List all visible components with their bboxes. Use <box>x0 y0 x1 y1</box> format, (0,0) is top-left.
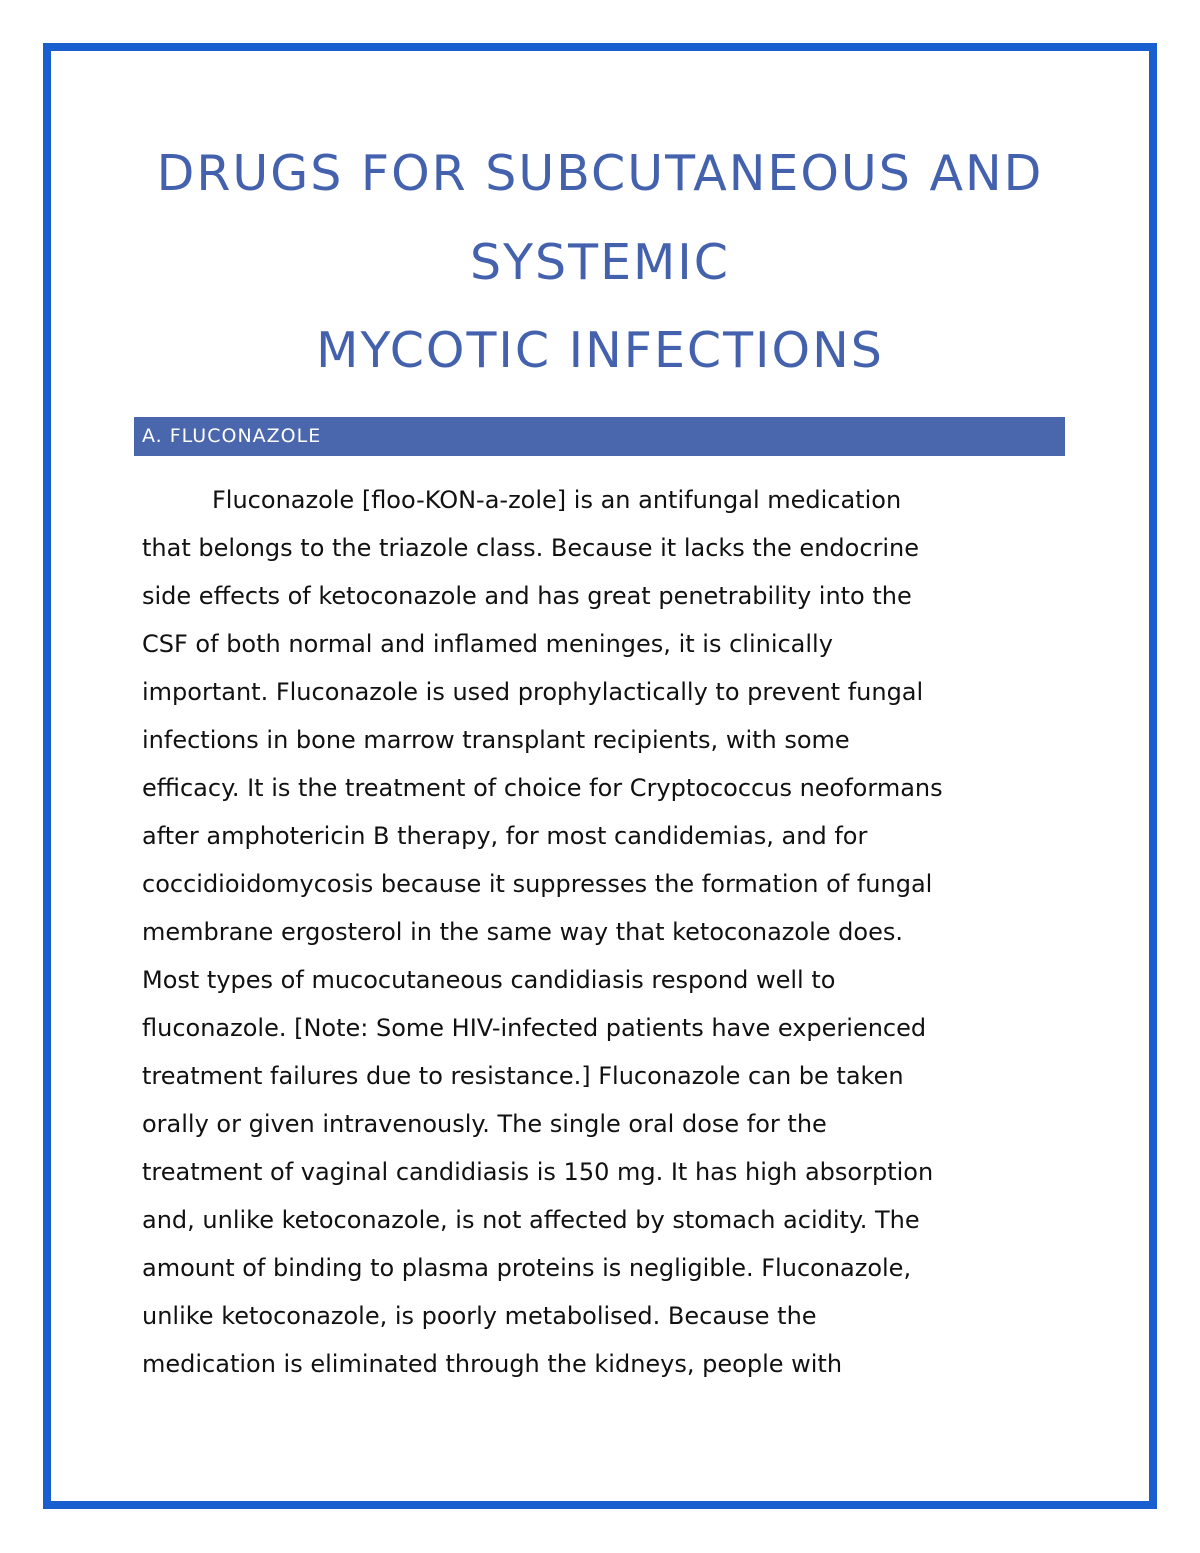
page-title-line-3: MYCOTIC INFECTIONS <box>316 322 884 379</box>
page-title-line-2: SYSTEMIC <box>470 234 730 291</box>
paragraph-line: fluconazole. [Note: Some HIV-infected patients have experienced <box>142 1014 927 1042</box>
paragraph-line: infections in bone marrow transplant recipients, with some <box>142 726 850 754</box>
paragraph-line: treatment failures due to resistance.] Fluconazole can be taken <box>142 1062 904 1090</box>
paragraph-line: amount of binding to plasma proteins is negligible. Fluconazole, <box>142 1254 912 1282</box>
paragraph-line: efficacy. It is the treatment of choice for Cryptococcus neoformans <box>142 774 943 802</box>
paragraph-line: CSF of both normal and inflamed meninges, it is clinically <box>142 630 833 658</box>
paragraph-line: treatment of vaginal candidiasis is 150 mg. It has high absorption <box>142 1158 934 1186</box>
paragraph-line: important. Fluconazole is used prophylactically to prevent fungal <box>142 678 924 706</box>
paragraph-line: orally or given intravenously. The single oral dose for the <box>142 1110 827 1138</box>
paragraph-line: coccidioidomycosis because it suppresses the formation of fungal <box>142 870 933 898</box>
paragraph-line: that belongs to the triazole class. Because it lacks the endocrine <box>142 534 920 562</box>
paragraph-line: side effects of ketoconazole and has great penetrability into the <box>142 582 912 610</box>
paragraph-line: membrane ergosterol in the same way that ketoconazole does. <box>142 918 903 946</box>
page-title-line-1: DRUGS FOR SUBCUTANEOUS AND <box>156 145 1044 202</box>
paragraph-line: and, unlike ketoconazole, is not affected by stomach acidity. The <box>142 1206 920 1234</box>
section-heading: A. FLUCONAZOLE <box>134 417 1065 456</box>
body-paragraph <box>142 476 1062 1388</box>
paragraph-line: unlike ketoconazole, is poorly metabolised. Because the <box>142 1302 817 1330</box>
paragraph-line: medication is eliminated through the kidneys, people with <box>142 1350 843 1378</box>
paragraph-line: Fluconazole [floo-KON-a-zole] is an antifungal medication <box>212 486 902 514</box>
paragraph-line: after amphotericin B therapy, for most candidemias, and for <box>142 822 868 850</box>
paragraph-line: Most types of mucocutaneous candidiasis respond well to <box>142 966 836 994</box>
